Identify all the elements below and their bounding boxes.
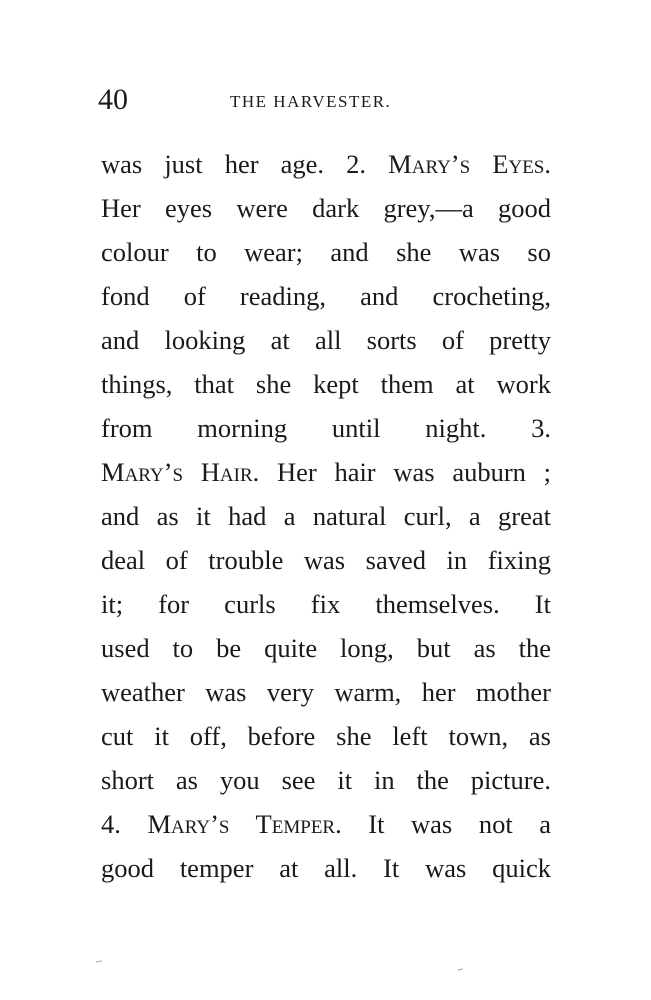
text-line: Her eyes were dark grey,—a good — [101, 193, 551, 223]
speck-mark — [96, 961, 102, 962]
text-line: it; for curls fix themselves. It — [101, 589, 551, 619]
speck-mark — [458, 969, 463, 970]
text-line: and looking at all sorts of pretty — [101, 325, 551, 355]
text-line: used to be quite long, but as the — [101, 633, 551, 663]
text-line: and as it had a natural curl, a great — [101, 501, 551, 531]
section-heading: Mary’s Temper. — [147, 809, 342, 839]
text-line: things, that she kept them at work — [101, 369, 551, 399]
section-heading: Mary’s Hair. — [101, 457, 260, 487]
section-heading: Mary’s Eyes. — [388, 149, 551, 179]
text-line: cut it off, before she left town, as — [101, 721, 551, 751]
text-line: colour to wear; and she was so — [101, 237, 551, 267]
text-line: Mary’s Hair. Her hair was auburn ; — [101, 457, 551, 487]
text-line: from morning until night. 3. — [101, 413, 551, 443]
text-line: fond of reading, and crocheting, — [101, 281, 551, 311]
text-line: weather was very warm, her mother — [101, 677, 551, 707]
text-line: good temper at all. It was quick — [101, 853, 551, 883]
running-head: THE HARVESTER. — [230, 92, 392, 111]
text-line: 4. Mary’s Temper. It was not a — [101, 809, 551, 839]
text-line: short as you see it in the picture. — [101, 765, 551, 795]
page-number: 40 — [98, 83, 128, 116]
text-line: was just her age. 2. Mary’s Eyes. — [101, 149, 551, 179]
text-line: deal of trouble was saved in fixing — [101, 545, 551, 575]
